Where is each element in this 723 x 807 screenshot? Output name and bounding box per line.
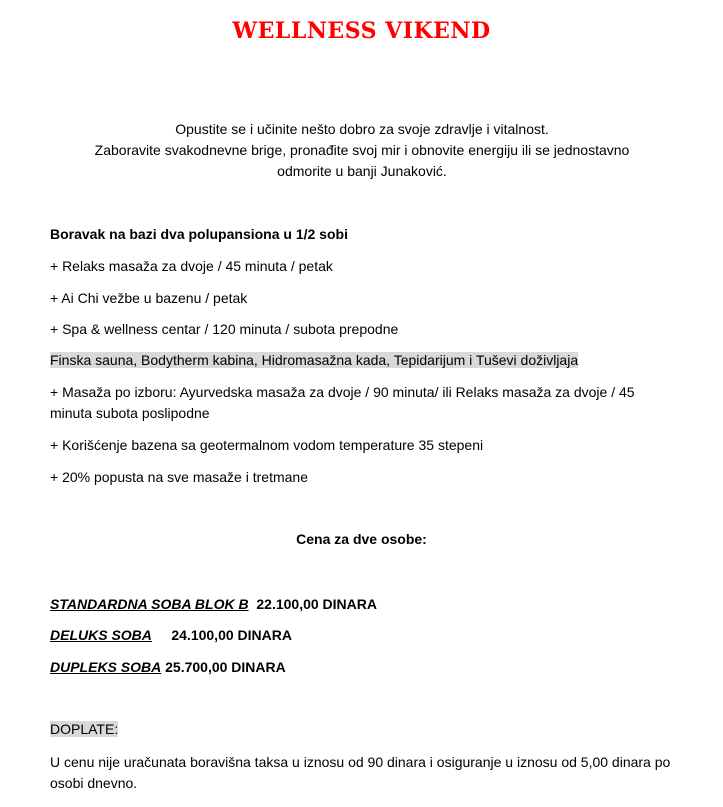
- list-item: + Ai Chi vežbe u bazenu / petak: [50, 290, 248, 306]
- intro-paragraph: [60, 119, 664, 182]
- intro-line: Zaboravite svakodnevne brige, pronađite svoj mir i obnovite energiju ili se jednostavno: [94, 142, 630, 158]
- room-price-row: [50, 657, 286, 677]
- intro-line: Opustite se i učinite nešto dobro za svoje zdravlje i vitalnost.: [175, 121, 549, 137]
- price-heading: Cena za dve osobe:: [296, 531, 427, 547]
- extras-heading-row: [50, 719, 118, 739]
- room-name: STANDARDNA SOBA BLOK B: [50, 596, 249, 612]
- list-item: + 20% popusta na sve masaže i tretmane: [50, 469, 308, 485]
- room-price: 22.100,00 DINARA: [256, 596, 377, 612]
- list-item: + Korišćenje bazena sa geotermalnom vodom temperature 35 stepeni: [50, 437, 484, 453]
- room-price-row: [50, 625, 292, 645]
- extras-text: U cenu nije uračunata boravišna taksa u iznosu od 90 dinara i osiguranje u iznosu od 5,00 dinara po osobi dnevno.: [50, 754, 671, 791]
- highlighted-text: Finska sauna, Bodytherm kabina, Hidromasažna kada, Tepidarijum i Tuševi doživljaja: [50, 352, 579, 368]
- list-item-highlighted: [50, 350, 578, 370]
- room-price-row: [50, 594, 377, 614]
- stay-heading: Boravak na bazi dva polupansiona u 1/2 sobi: [50, 226, 348, 242]
- room-name: DUPLEKS SOBA: [50, 659, 162, 675]
- list-item: + Masaža po izboru: Ayurvedska masaža za dvoje / 90 minuta/ ili Relaks masaža za dvoje / 45 minuta subota poslipodne: [50, 384, 635, 421]
- room-name: DELUKS SOBA: [50, 627, 152, 643]
- list-item: + Spa & wellness centar / 120 minuta / subota prepodne: [50, 321, 399, 337]
- room-price: 24.100,00 DINARA: [171, 627, 292, 643]
- extras-heading: DOPLATE:: [50, 721, 119, 737]
- list-item: + Relaks masaža za dvoje / 45 minuta / petak: [50, 258, 333, 274]
- room-price: 25.700,00 DINARA: [165, 659, 286, 675]
- intro-line: odmorite u banji Junaković.: [277, 163, 447, 179]
- page-title: WELLNESS VIKEND: [232, 18, 491, 44]
